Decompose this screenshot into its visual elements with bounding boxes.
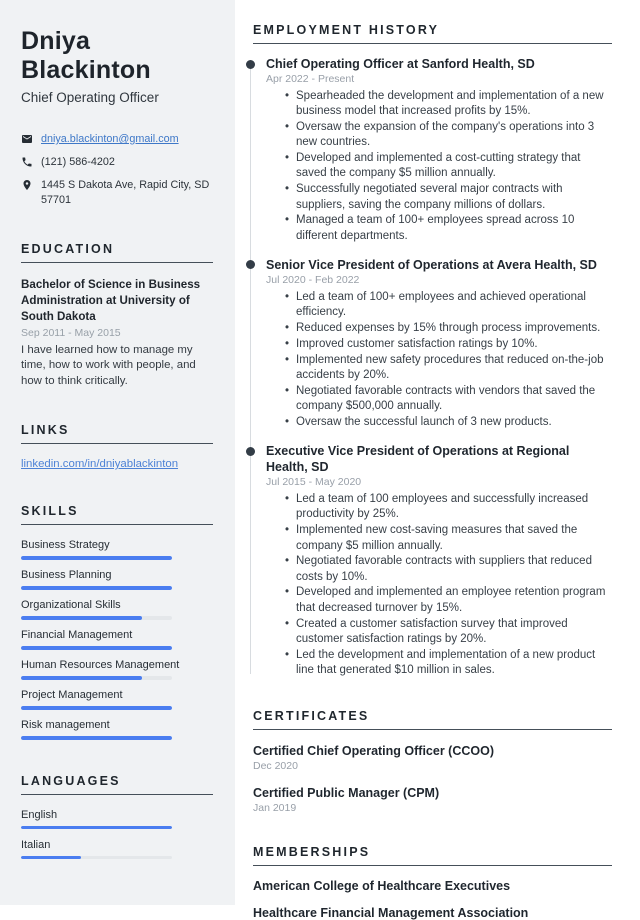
job-bullet: • Improved customer satisfaction ratings by 10%. [285, 337, 612, 352]
job-bullet: • Led the development and implementation of a new product line that generated $10 million in sales. [285, 648, 612, 679]
language-bar-fill [21, 856, 81, 860]
links-heading: LINKS [21, 423, 213, 444]
education-dates: Sep 2011 - May 2015 [21, 327, 121, 339]
certificate-name: Certified Chief Operating Officer (CCOO) [253, 744, 494, 759]
skill-bar-fill [21, 706, 172, 710]
skill-label: Project Management [21, 689, 123, 702]
job-title: Chief Operating Officer at Sanford Health, SD [266, 57, 535, 71]
certificate-entry [253, 744, 612, 772]
timeline-dot [246, 60, 255, 69]
certificate-date: Dec 2020 [253, 760, 298, 773]
languages-heading: LANGUAGES [21, 774, 213, 795]
language-item [21, 839, 213, 860]
education-heading: EDUCATION [21, 242, 213, 263]
timeline-dot [246, 260, 255, 269]
job-bullet: • Oversaw the expansion of the company's operations into 3 new countries. [285, 120, 612, 151]
contact-address-row [21, 178, 213, 208]
person-name: Dniya Blackinton [21, 27, 151, 84]
job-bullet: • Reduced expenses by 15% through process improvements. [285, 321, 612, 336]
memberships-heading: MEMBERSHIPS [253, 845, 612, 866]
linkedin-link[interactable]: linkedin.com/in/dniyablackinton [21, 458, 179, 471]
skill-label: Business Planning [21, 569, 112, 582]
skill-bar-fill [21, 646, 172, 650]
timeline-dot [246, 447, 255, 456]
skill-item [21, 689, 213, 710]
skill-bar-fill [21, 586, 172, 590]
person-job-title: Chief Operating Officer [21, 90, 159, 105]
contact-phone-row [21, 155, 213, 173]
skill-bar-fill [21, 556, 172, 560]
phone-number: (121) 586-4202 [41, 156, 115, 168]
skill-label: Organizational Skills [21, 599, 121, 612]
skill-bar-track [21, 616, 172, 620]
job-entry [266, 56, 612, 244]
memberships-section [253, 845, 612, 920]
certificates-heading: CERTIFICATES [253, 709, 612, 730]
membership-entry: American College of Healthcare Executives [253, 879, 511, 894]
skill-bar-track [21, 586, 172, 590]
skill-item [21, 539, 213, 560]
certificates-section [253, 709, 612, 814]
job-bullet: • Led a team of 100 employees and successfully increased productivity by 25%. [285, 492, 612, 523]
job-bullet: • Negotiated favorable contracts with suppliers that reduced costs by 10%. [285, 554, 612, 585]
links-list [21, 458, 213, 470]
job-bullet: • Led a team of 100+ employees and achieved operational efficiency. [285, 290, 612, 321]
employment-timeline [266, 56, 612, 678]
job-dates: Jul 2015 - May 2020 [266, 476, 362, 489]
certificate-name: Certified Public Manager (CPM) [253, 786, 440, 801]
skill-item [21, 629, 213, 650]
skill-bar-track [21, 706, 172, 710]
job-title: Senior Vice President of Operations at Avera Health, SD [266, 257, 597, 272]
certificate-entry [253, 786, 612, 814]
address-text: 1445 S Dakota Ave, Rapid City, SD 57701 [41, 179, 210, 206]
job-bullet: • Spearheaded the development and implementation of a new business model that increased profits by 15%. [285, 89, 612, 120]
skill-bar-fill [21, 676, 142, 680]
skill-bar-fill [21, 736, 172, 740]
education-entry [21, 277, 213, 389]
job-bullet: • Managed a team of 100+ employees spread across 10 different departments. [285, 213, 612, 244]
job-title: Executive Vice President of Operations at Regional Health, SD [266, 444, 570, 475]
job-bullet: • Created a customer satisfaction survey that improved customer satisfaction ratings by 20%. [285, 617, 612, 648]
contact-email-row [21, 132, 213, 150]
skill-item [21, 719, 213, 740]
job-bullets [266, 89, 612, 244]
job-bullet: • Oversaw the successful launch of 3 new products. [285, 415, 612, 430]
email-link[interactable]: dniya.blackinton@gmail.com [41, 133, 179, 145]
certificates-list [253, 744, 612, 814]
language-item [21, 809, 213, 830]
skill-label: Financial Management [21, 629, 133, 642]
skill-item [21, 659, 213, 680]
education-degree: Bachelor of Science in Business Administration at University of South Dakota [21, 278, 201, 323]
job-bullet: • Implemented new safety procedures that reduced on-the-job accidents by 20%. [285, 353, 612, 384]
timeline-line [250, 61, 252, 674]
skill-bar-track [21, 736, 172, 740]
job-dates: Apr 2022 - Present [266, 73, 355, 85]
skill-bar-track [21, 646, 172, 650]
education-description: I have learned how to manage my time, how to work with people, and how to think critically. [21, 344, 196, 387]
skill-bar-track [21, 556, 172, 560]
certificate-date: Jan 2019 [253, 802, 297, 815]
skill-label: Human Resources Management [21, 659, 180, 672]
job-bullet: • Successfully negotiated several major contracts with suppliers, saving the company millions of dollars. [285, 182, 612, 213]
languages-list [21, 809, 213, 860]
language-bar-track [21, 826, 172, 830]
memberships-list [253, 879, 612, 920]
location-icon [21, 179, 33, 196]
skill-label: Business Strategy [21, 539, 110, 552]
skill-item [21, 599, 213, 620]
job-bullet: • Negotiated favorable contracts with vendors that saved the company $500,000 annually. [285, 384, 612, 415]
email-icon [21, 133, 33, 150]
skill-bar-track [21, 676, 172, 680]
membership-entry: Healthcare Financial Management Association [253, 906, 529, 920]
skills-list [21, 539, 213, 740]
job-bullets [266, 492, 612, 678]
job-bullets [266, 290, 612, 430]
main-column [235, 0, 640, 920]
contact-block [21, 132, 213, 208]
language-bar-fill [21, 826, 172, 830]
sidebar [0, 0, 235, 905]
employment-heading: EMPLOYMENT HISTORY [253, 23, 612, 44]
skill-label: Risk management [21, 719, 110, 732]
phone-icon [21, 156, 33, 173]
language-label: English [21, 808, 58, 821]
skill-bar-fill [21, 616, 142, 620]
language-bar-track [21, 856, 172, 860]
job-dates: Jul 2020 - Feb 2022 [266, 273, 360, 286]
skill-item [21, 569, 213, 590]
skills-heading: SKILLS [21, 504, 213, 525]
job-entry [266, 443, 612, 678]
job-bullet: • Implemented new cost-saving measures that saved the company $5 million annually. [285, 523, 612, 554]
job-bullet: • Developed and implemented a cost-cutting strategy that saved the company $5 million annually. [285, 151, 612, 182]
job-bullet: • Developed and implemented an employee retention program that decreased turnover by 15%. [285, 585, 612, 616]
job-entry [266, 257, 612, 430]
language-label: Italian [21, 838, 51, 851]
